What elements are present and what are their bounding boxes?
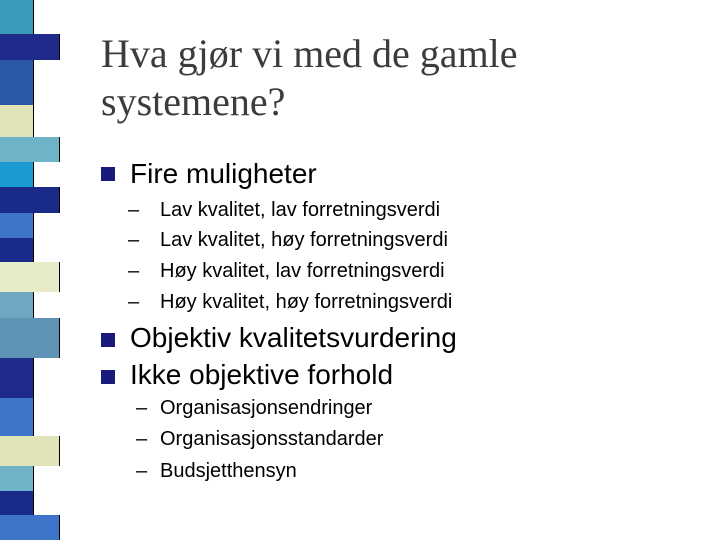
stripe-block: [0, 292, 34, 318]
stripe-block: [0, 34, 60, 60]
stripe-block: [0, 213, 34, 238]
stripe-block: [0, 491, 34, 515]
stripe-block: [0, 358, 34, 398]
dash-marker: –: [128, 260, 140, 282]
stripe-block: [0, 0, 34, 34]
stripe-block: [0, 466, 34, 491]
stripe-block: [0, 398, 34, 436]
sub-bullet-item: Lav kvalitet, høy forretningsverdi: [160, 229, 448, 251]
dash-marker: –: [136, 460, 148, 482]
dash-marker: –: [128, 229, 140, 251]
dash-marker: –: [136, 428, 148, 450]
dash-marker: –: [136, 397, 148, 419]
title-line-1: Hva gjør vi med de gamle: [101, 31, 518, 76]
stripe-block: [0, 162, 34, 187]
stripe-block: [0, 262, 60, 292]
stripe-block: [0, 187, 60, 213]
square-bullet-icon: [101, 370, 115, 384]
sub-bullet-item: Budsjetthensyn: [160, 460, 297, 482]
dash-marker: –: [128, 291, 140, 313]
sub-bullet-item: Organisasjonsstandarder: [160, 428, 384, 450]
sub-bullet-item: Høy kvalitet, høy forretningsverdi: [160, 291, 453, 313]
decorative-color-stripe: [0, 0, 60, 540]
stripe-block: [0, 105, 34, 137]
bullet-item: Objektiv kvalitetsvurdering: [130, 322, 457, 353]
stripe-block: [0, 238, 34, 262]
stripe-block: [0, 137, 60, 162]
dash-marker: –: [128, 199, 140, 221]
stripe-block: [0, 60, 34, 105]
stripe-block: [0, 436, 60, 466]
slide-title: [101, 30, 701, 126]
bullet-item: Fire muligheter: [130, 158, 317, 189]
sub-bullet-item: Høy kvalitet, lav forretningsverdi: [160, 260, 445, 282]
square-bullet-icon: [101, 167, 115, 181]
sub-bullet-item: Organisasjonsendringer: [160, 397, 373, 419]
sub-bullet-item: Lav kvalitet, lav forretningsverdi: [160, 199, 441, 221]
square-bullet-icon: [101, 333, 115, 347]
bullet-item: Ikke objektive forhold: [130, 359, 394, 390]
stripe-block: [0, 515, 60, 540]
title-line-2: systemene?: [101, 79, 286, 124]
stripe-block: [0, 318, 60, 358]
